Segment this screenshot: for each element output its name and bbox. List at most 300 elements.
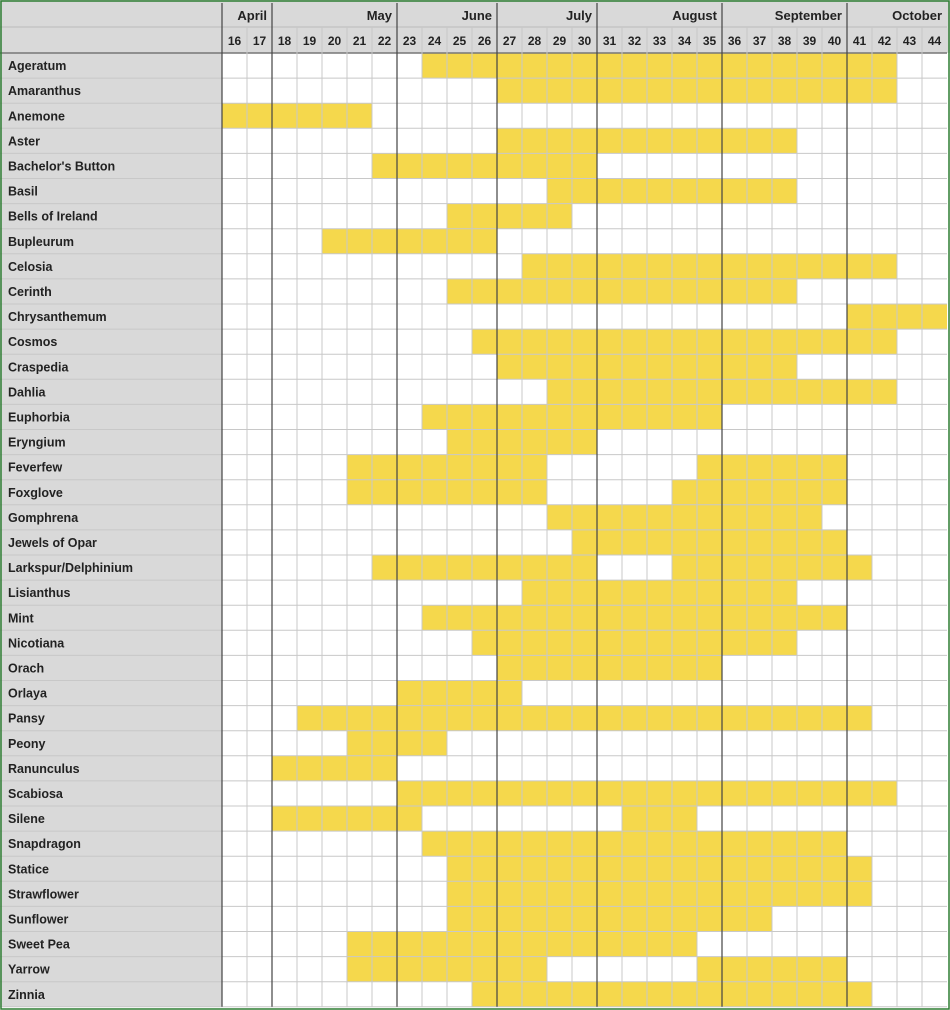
bloom-cell <box>897 304 922 329</box>
bloom-cell <box>672 505 697 530</box>
bloom-cell <box>522 279 547 304</box>
bloom-cell <box>672 530 697 555</box>
bloom-cell <box>797 455 822 480</box>
bloom-cell <box>372 153 397 178</box>
week-label: 36 <box>727 34 742 48</box>
flower-label: Strawflower <box>8 887 79 902</box>
bloom-cell <box>372 731 397 756</box>
bloom-cell <box>722 906 747 931</box>
bloom-cell <box>722 78 747 103</box>
bloom-cell <box>572 906 597 931</box>
bloom-cell <box>797 856 822 881</box>
bloom-cell <box>647 329 672 354</box>
bloom-cell <box>747 781 772 806</box>
bloom-cell <box>522 932 547 957</box>
bloom-cell <box>622 655 647 680</box>
bloom-cell <box>622 254 647 279</box>
bloom-cell <box>422 781 447 806</box>
bloom-cell <box>772 128 797 153</box>
bloom-cell <box>547 982 572 1007</box>
bloom-cell <box>572 605 597 630</box>
bloom-cell <box>522 957 547 982</box>
bloom-cell <box>547 379 572 404</box>
bloom-cell <box>447 153 472 178</box>
bloom-cell <box>722 706 747 731</box>
bloom-cell <box>372 806 397 831</box>
bloom-cell <box>522 881 547 906</box>
bloom-cell <box>822 982 847 1007</box>
bloom-cell <box>722 856 747 881</box>
bloom-cell <box>772 580 797 605</box>
bloom-cell <box>847 706 872 731</box>
bloom-cell <box>547 580 572 605</box>
bloom-cell <box>472 555 497 580</box>
bloom-cell <box>722 605 747 630</box>
bloom-cell <box>597 404 622 429</box>
bloom-cell <box>447 279 472 304</box>
bloom-cell <box>397 455 422 480</box>
bloom-cell <box>722 957 747 982</box>
flower-label: Eryngium <box>8 435 66 450</box>
month-label: September <box>774 8 842 23</box>
bloom-cell <box>547 128 572 153</box>
bloom-cell <box>547 78 572 103</box>
bloom-cell <box>772 555 797 580</box>
bloom-cell <box>447 906 472 931</box>
bloom-cell <box>772 605 797 630</box>
bloom-cell <box>547 706 572 731</box>
bloom-cell <box>722 580 747 605</box>
bloom-cell <box>497 957 522 982</box>
bloom-cell <box>522 831 547 856</box>
bloom-cell <box>722 379 747 404</box>
bloom-cell <box>672 78 697 103</box>
bloom-cell <box>572 404 597 429</box>
bloom-cell <box>647 932 672 957</box>
bloom-cell <box>772 781 797 806</box>
bloom-cell <box>747 254 772 279</box>
bloom-cell <box>747 881 772 906</box>
bloom-cell <box>647 279 672 304</box>
bloom-cell <box>322 756 347 781</box>
week-label: 21 <box>352 34 367 48</box>
bloom-cell <box>797 53 822 78</box>
bloom-cell <box>572 179 597 204</box>
bloom-cell <box>797 881 822 906</box>
bloom-cell <box>547 505 572 530</box>
bloom-cell <box>872 781 897 806</box>
bloom-cell <box>522 204 547 229</box>
bloom-cell <box>822 555 847 580</box>
month-label: May <box>366 8 392 23</box>
bloom-cell <box>847 781 872 806</box>
bloom-cell <box>697 831 722 856</box>
bloom-cell <box>447 53 472 78</box>
flower-label: Cosmos <box>8 335 58 350</box>
bloom-cell <box>472 605 497 630</box>
bloom-cell <box>697 530 722 555</box>
bloom-cell <box>797 379 822 404</box>
bloom-cell <box>822 605 847 630</box>
bloom-cell <box>797 831 822 856</box>
bloom-cell <box>472 430 497 455</box>
bloom-cell <box>522 329 547 354</box>
flower-label: Zinnia <box>8 987 45 1002</box>
bloom-cell <box>522 580 547 605</box>
flower-label: Larkspur/Delphinium <box>8 561 134 576</box>
bloom-cell <box>797 78 822 103</box>
bloom-cell <box>647 706 672 731</box>
bloom-cell <box>447 204 472 229</box>
bloom-cell <box>622 128 647 153</box>
bloom-cell <box>647 53 672 78</box>
bloom-cell <box>397 706 422 731</box>
bloom-cell <box>472 681 497 706</box>
week-label: 23 <box>402 34 417 48</box>
bloom-cell <box>747 530 772 555</box>
flower-label: Sweet Pea <box>8 937 70 952</box>
bloom-cell <box>722 128 747 153</box>
bloom-cell <box>622 881 647 906</box>
bloom-cell <box>447 480 472 505</box>
bloom-cell <box>672 404 697 429</box>
bloom-cell <box>322 706 347 731</box>
bloom-cell <box>447 229 472 254</box>
bloom-cell <box>422 229 447 254</box>
bloom-cell <box>672 379 697 404</box>
bloom-cell <box>647 505 672 530</box>
bloom-cell <box>672 630 697 655</box>
bloom-cell <box>722 781 747 806</box>
bloom-cell <box>647 781 672 806</box>
bloom-cell <box>297 756 322 781</box>
bloom-cell <box>347 229 372 254</box>
bloom-cell <box>747 279 772 304</box>
bloom-cell <box>422 706 447 731</box>
bloom-cell <box>597 906 622 931</box>
bloom-cell <box>522 781 547 806</box>
bloom-cell <box>372 229 397 254</box>
bloom-cell <box>497 831 522 856</box>
flower-label: Foxglove <box>8 485 63 500</box>
bloom-cell <box>572 630 597 655</box>
week-labels <box>228 34 942 48</box>
bloom-cell <box>772 856 797 881</box>
bloom-cell <box>722 831 747 856</box>
bloom-cell <box>522 404 547 429</box>
week-label: 44 <box>927 34 942 48</box>
bloom-cell <box>522 430 547 455</box>
bloom-cell <box>772 179 797 204</box>
bloom-cell <box>622 179 647 204</box>
month-label: August <box>672 8 717 23</box>
bloom-cell <box>272 756 297 781</box>
bloom-cell <box>672 555 697 580</box>
bloom-cell <box>672 831 697 856</box>
flower-label: Basil <box>8 184 38 199</box>
flower-label: Peony <box>8 736 46 751</box>
bloom-cell <box>547 781 572 806</box>
bloom-cell <box>322 103 347 128</box>
bloom-cell <box>422 153 447 178</box>
bloom-cell <box>497 655 522 680</box>
bloom-cell <box>447 430 472 455</box>
bloom-cell <box>672 806 697 831</box>
bloom-cell <box>347 731 372 756</box>
bloom-cell <box>497 681 522 706</box>
bloom-cell <box>697 881 722 906</box>
bloom-cell <box>547 655 572 680</box>
bloom-cell <box>722 480 747 505</box>
bloom-cell <box>572 78 597 103</box>
bloom-cell <box>397 731 422 756</box>
bloom-cell <box>597 630 622 655</box>
bloom-cell <box>747 630 772 655</box>
bloom-cell <box>472 982 497 1007</box>
bloom-cell <box>722 630 747 655</box>
bloom-cell <box>497 204 522 229</box>
bloom-cell <box>597 580 622 605</box>
week-label: 33 <box>652 34 667 48</box>
bloom-cell <box>597 179 622 204</box>
week-label: 43 <box>902 34 917 48</box>
bloom-cell <box>572 153 597 178</box>
bloom-cell <box>372 957 397 982</box>
bloom-cell <box>547 204 572 229</box>
bloom-cell <box>772 53 797 78</box>
bloom-cell <box>472 856 497 881</box>
bloom-cell <box>672 179 697 204</box>
bloom-cell <box>372 932 397 957</box>
flower-label: Silene <box>8 812 45 827</box>
bloom-cell <box>747 455 772 480</box>
bloom-cell <box>522 53 547 78</box>
bloom-cell <box>497 555 522 580</box>
bloom-cell <box>647 78 672 103</box>
bloom-cell <box>622 806 647 831</box>
bloom-cell <box>697 906 722 931</box>
bloom-cell <box>622 279 647 304</box>
bloom-cell <box>847 982 872 1007</box>
bloom-cell <box>472 229 497 254</box>
week-label: 27 <box>502 34 517 48</box>
bloom-cell <box>697 279 722 304</box>
month-label: April <box>237 8 267 23</box>
bloom-cell <box>747 379 772 404</box>
bloom-cell <box>572 530 597 555</box>
bloom-cell <box>697 856 722 881</box>
bloom-cell <box>397 957 422 982</box>
bloom-cell <box>772 630 797 655</box>
bloom-cell <box>447 681 472 706</box>
bloom-cell <box>522 555 547 580</box>
bloom-cell <box>722 329 747 354</box>
flower-label: Jewels of Opar <box>8 535 97 550</box>
bloom-cell <box>622 781 647 806</box>
bloom-cell <box>597 881 622 906</box>
bloom-cell <box>472 906 497 931</box>
bloom-cell <box>572 781 597 806</box>
week-label: 25 <box>452 34 467 48</box>
bloom-cell <box>622 53 647 78</box>
bloom-cell <box>597 279 622 304</box>
bloom-cell <box>697 555 722 580</box>
bloom-cell <box>522 655 547 680</box>
bloom-cell <box>497 982 522 1007</box>
bloom-cell <box>647 254 672 279</box>
flower-label: Cerinth <box>8 284 52 299</box>
bloom-cell <box>372 480 397 505</box>
bloom-cell <box>422 555 447 580</box>
bloom-cell <box>522 856 547 881</box>
week-label: 31 <box>602 34 617 48</box>
bloom-cell <box>847 881 872 906</box>
bloom-cell <box>622 404 647 429</box>
bloom-cell <box>822 957 847 982</box>
bloom-cell <box>822 480 847 505</box>
bloom-cell <box>497 706 522 731</box>
bloom-cell <box>647 179 672 204</box>
week-label: 20 <box>327 34 342 48</box>
bloom-cell <box>747 831 772 856</box>
bloom-cell <box>722 254 747 279</box>
bloom-cell <box>797 957 822 982</box>
week-label: 42 <box>877 34 892 48</box>
flower-label: Lisianthus <box>8 586 71 601</box>
week-label: 30 <box>577 34 592 48</box>
bloom-cell <box>597 706 622 731</box>
bloom-cell <box>697 53 722 78</box>
bloom-cell <box>472 404 497 429</box>
bloom-cell <box>447 831 472 856</box>
bloom-cell <box>572 430 597 455</box>
bloom-cell <box>522 906 547 931</box>
bloom-cell <box>672 580 697 605</box>
bloom-cell <box>647 806 672 831</box>
week-label: 34 <box>677 34 692 48</box>
bloom-cell <box>447 932 472 957</box>
bloom-cell <box>222 103 247 128</box>
bloom-cell <box>522 254 547 279</box>
bloom-cell <box>622 329 647 354</box>
bloom-cell <box>397 681 422 706</box>
bloom-cell <box>372 555 397 580</box>
bloom-cell <box>522 153 547 178</box>
flower-label: Ageratum <box>8 59 67 74</box>
bloom-cell <box>472 630 497 655</box>
bloom-cell <box>697 706 722 731</box>
bloom-cell <box>472 455 497 480</box>
bloom-cell <box>647 354 672 379</box>
bloom-cell <box>672 932 697 957</box>
bloom-cell <box>347 957 372 982</box>
bloom-cell <box>722 455 747 480</box>
bloom-cell <box>747 354 772 379</box>
flower-label: Aster <box>8 134 40 149</box>
bloom-cell <box>522 354 547 379</box>
bloom-cell <box>697 655 722 680</box>
bloom-cell <box>422 480 447 505</box>
bloom-cell <box>622 982 647 1007</box>
bloom-cell <box>722 279 747 304</box>
bloom-cell <box>347 455 372 480</box>
bloom-cell <box>422 404 447 429</box>
bloom-cell <box>547 254 572 279</box>
week-label: 18 <box>277 34 292 48</box>
bloom-cell <box>747 78 772 103</box>
bloom-cell <box>822 329 847 354</box>
bloom-cell <box>547 53 572 78</box>
bloom-cell <box>372 756 397 781</box>
bloom-cell <box>522 982 547 1007</box>
flower-label: Bachelor's Button <box>8 159 116 174</box>
bloom-cell <box>772 530 797 555</box>
bloom-cell <box>497 153 522 178</box>
flower-label: Dahlia <box>8 385 46 400</box>
bloom-cell <box>622 831 647 856</box>
bloom-cell <box>672 279 697 304</box>
bloom-cell <box>597 505 622 530</box>
bloom-cell <box>472 957 497 982</box>
flower-label: Bupleurum <box>8 234 74 249</box>
bloom-cell <box>822 78 847 103</box>
bloom-cell <box>597 655 622 680</box>
bloom-cell <box>497 279 522 304</box>
month-label: June <box>461 8 492 23</box>
bloom-cell <box>247 103 272 128</box>
bloom-cell <box>597 78 622 103</box>
bloom-cell <box>572 932 597 957</box>
bloom-cell <box>472 53 497 78</box>
bloom-cell <box>497 781 522 806</box>
bloom-cell <box>397 781 422 806</box>
bloom-cell <box>622 906 647 931</box>
bloom-cell <box>622 630 647 655</box>
bloom-cell <box>347 480 372 505</box>
week-label: 26 <box>477 34 492 48</box>
bloom-cell <box>597 329 622 354</box>
bloom-cell <box>572 254 597 279</box>
week-label: 32 <box>627 34 642 48</box>
bloom-cell <box>347 706 372 731</box>
bloom-cell <box>822 379 847 404</box>
bloom-cell <box>847 379 872 404</box>
bloom-cell <box>422 681 447 706</box>
bloom-cell <box>797 505 822 530</box>
bloom-cell <box>847 53 872 78</box>
bloom-cell <box>672 329 697 354</box>
bloom-cell <box>847 78 872 103</box>
week-label: 35 <box>702 34 717 48</box>
bloom-cell <box>922 304 947 329</box>
bloom-cell <box>572 555 597 580</box>
bloom-cell <box>372 455 397 480</box>
bloom-cell <box>472 781 497 806</box>
bloom-cell <box>772 706 797 731</box>
bloom-cell <box>672 354 697 379</box>
bloom-cell <box>597 831 622 856</box>
bloom-cell <box>872 78 897 103</box>
bloom-cell <box>522 630 547 655</box>
bloom-cell <box>747 957 772 982</box>
bloom-cell <box>722 354 747 379</box>
bloom-cell <box>597 856 622 881</box>
bloom-cell <box>347 932 372 957</box>
bloom-cell <box>497 455 522 480</box>
flower-label: Celosia <box>8 259 53 274</box>
bloom-cell <box>772 329 797 354</box>
bloom-cell <box>847 304 872 329</box>
